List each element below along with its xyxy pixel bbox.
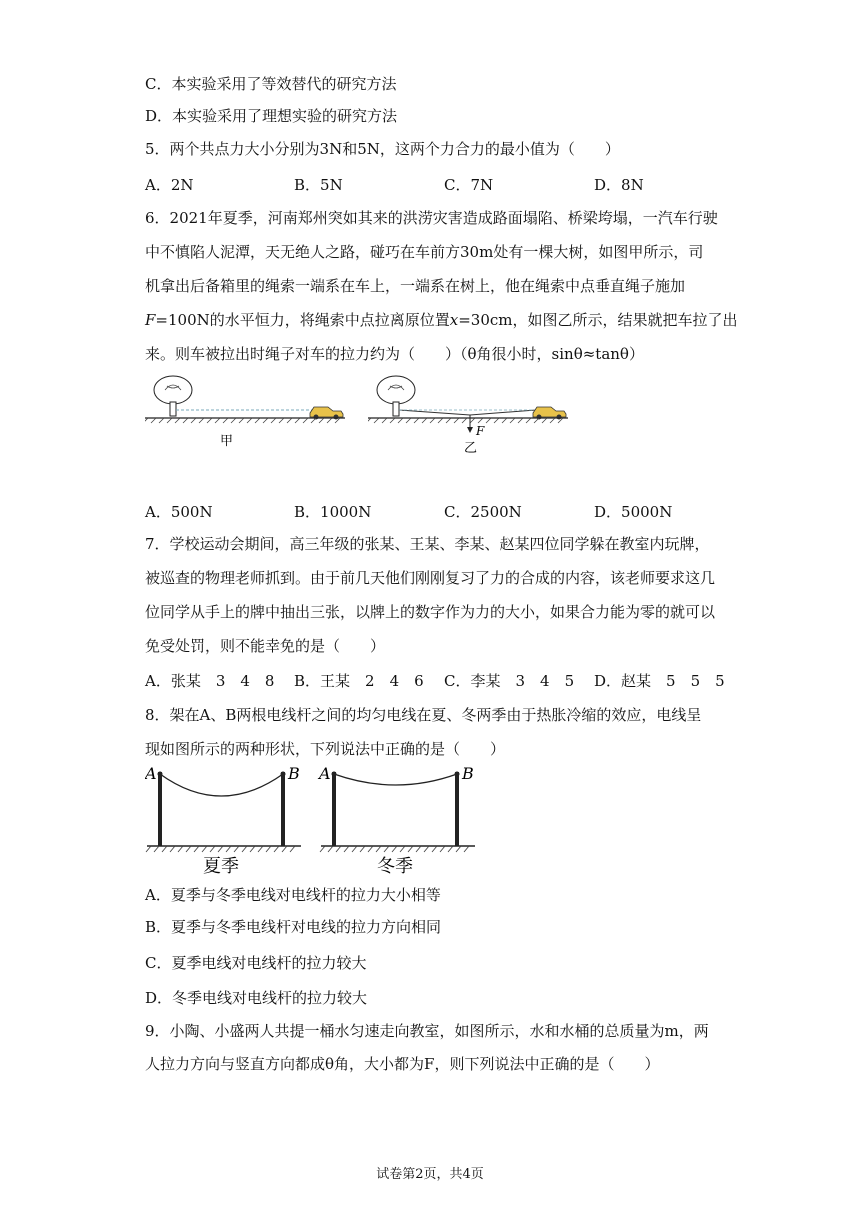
winter-label: 冬季 (377, 856, 413, 877)
q6-option-d: D．5000N (594, 503, 673, 521)
q8-figure (145, 760, 485, 880)
q7-option-b: B．王某 2 4 6 (294, 672, 424, 690)
summer-label: 夏季 (203, 856, 239, 877)
q7-stem-line3: 位同学从手上的牌中抽出三张，以牌上的数字作为力的大小，如果合力能为零的就可以 (145, 603, 716, 621)
q6-stem-line1: 6．2021年夏季，河南郑州突如其来的洪涝灾害造成路面塌陷、桥梁垮塌，一汽车行驶 (145, 209, 718, 227)
summer-wire (160, 774, 283, 796)
winter-diagram (317, 764, 475, 877)
q8-option-a: A．夏季与冬季电线对电线杆的拉力大小相等 (145, 886, 441, 904)
pole-a (158, 772, 162, 846)
q6-stem-line4 (145, 310, 738, 330)
q6-stem-line2: 中不慎陷人泥潭，天无绝人之路，碰巧在车前方30m处有一棵大树，如图甲所示，司 (145, 243, 704, 261)
label-b: B (288, 764, 300, 783)
summer-diagram (145, 764, 301, 877)
q8-option-d: D．冬季电线对电线杆的拉力较大 (145, 989, 368, 1007)
label-a: A (319, 764, 331, 783)
fig-label-yi: 乙 (464, 441, 478, 456)
fig-label-f: F (476, 424, 485, 438)
q5-option-a: A．2N (145, 176, 194, 194)
q6-force-symbol: F (145, 311, 156, 329)
q7-option-a: A．张某 3 4 8 (145, 672, 275, 690)
q7-option-d: D．赵某 5 5 5 (594, 672, 725, 690)
q6-stem-line4-part2: =100N的水平恒力，将绳索中点拉离原位置 (155, 311, 450, 329)
q5-option-d: D．8N (594, 176, 644, 194)
label-a: A (145, 764, 157, 783)
q8-stem-line2: 现如图所示的两种形状，下列说法中正确的是（ ） (145, 740, 506, 758)
q5-stem: 5．两个共点力大小分别为3N和5N，这两个力合力的最小值为（ ） (145, 140, 620, 158)
q6-option-c: C．2500N (444, 503, 522, 521)
pole-b (455, 772, 459, 846)
ground-hatch (368, 418, 563, 423)
q7-option-c: C．李某 3 4 5 (444, 672, 575, 690)
q6-x-symbol: x (449, 311, 459, 329)
q6-figure-yi (368, 372, 578, 457)
page-footer: 试卷第2页，共4页 (376, 1167, 484, 1182)
q9-stem-line1: 9．小陶、小盛两人共提一桶水匀速走向教室，如图所示，水和水桶的总质量为m，两 (145, 1022, 709, 1040)
q5-option-b: B．5N (294, 176, 343, 194)
q8-stem-line1: 8．架在A、B两根电线杆之间的均匀电线在夏、冬两季由于热胀冷缩的效应，电线呈 (145, 706, 702, 724)
q4-option-c: C．本实验采用了等效替代的研究方法 (145, 75, 397, 93)
fig-label-jia: 甲 (220, 434, 234, 449)
q5-option-c: C．7N (444, 176, 494, 194)
q7-stem-line4: 免受处罚，则不能幸免的是（ ） (145, 637, 386, 655)
q6-stem-line5: 来。则车被拉出时绳子对车的拉力约为（ ）（θ角很小时，sinθ≈tanθ） (145, 345, 644, 363)
q6-stem-line3: 机拿出后备箱里的绳索一端系在车上，一端系在树上，他在绳索中点垂直绳子施加 (145, 277, 686, 295)
ground-hatch (145, 418, 340, 423)
q9-stem-line2: 人拉力方向与竖直方向都成θ角，大小都为F，则下列说法中正确的是（ ） (145, 1055, 660, 1073)
q8-option-b: B．夏季与冬季电线杆对电线的拉力方向相同 (145, 918, 442, 936)
label-b: B (462, 764, 474, 783)
pole-b (281, 772, 285, 846)
q7-stem-line2: 被巡查的物理老师抓到。由于前几天他们刚刚复习了力的合成的内容，该老师要求这几 (145, 569, 716, 587)
winter-wire (334, 774, 457, 785)
q6-figure-jia (145, 372, 355, 452)
pulled-rope (399, 410, 536, 415)
q4-option-d: D．本实验采用了理想实验的研究方法 (145, 107, 398, 125)
q6-option-b: B．1000N (294, 503, 372, 521)
q6-stem-line4-part3: =30cm，如图乙所示，结果就把车拉了出 (458, 311, 738, 329)
q7-stem-line1: 7．学校运动会期间，高三年级的张某、王某、李某、赵某四位同学躲在教室内玩牌， (145, 535, 710, 553)
pole-a (332, 772, 336, 846)
q6-option-a: A．500N (145, 503, 213, 521)
q8-option-c: C．夏季电线对电线杆的拉力较大 (145, 954, 367, 972)
